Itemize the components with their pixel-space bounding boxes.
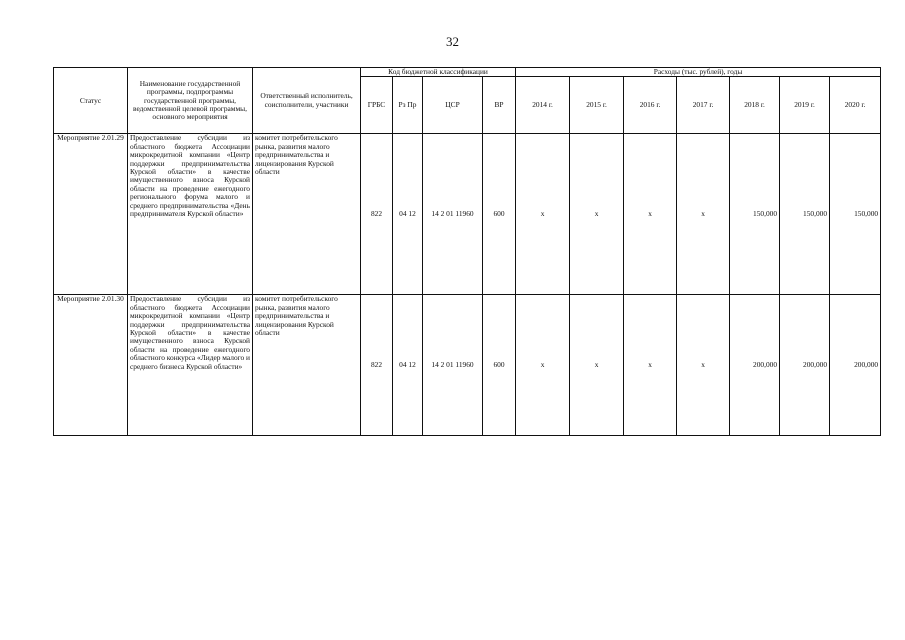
- row-rzpr: 04 12: [393, 295, 423, 436]
- row-value-2018: 150,000: [730, 134, 780, 295]
- header-grbs: ГРБС: [361, 77, 393, 134]
- row-value-2014: x: [516, 295, 570, 436]
- row-vr: 600: [483, 295, 516, 436]
- header-executor: Ответственный исполнитель, соисполнители, участники: [253, 68, 361, 134]
- header-status: Статус: [54, 68, 128, 134]
- header-name: Наименование государственной программы, подпрограммы государственной программы, ведомственной целевой программы, основного мероприятия: [128, 68, 253, 134]
- row-value-2016: x: [624, 134, 677, 295]
- row-rzpr: 04 12: [393, 134, 423, 295]
- row-value-2019: 200,000: [780, 295, 830, 436]
- header-year-2019: 2019 г.: [780, 77, 830, 134]
- table-row: [54, 134, 881, 295]
- row-value-2017: x: [677, 134, 730, 295]
- header-expenses: Расходы (тыс. рублей), годы: [516, 68, 881, 77]
- row-executor: комитет потребительского рынка, развития малого предпринимательства и лицензирования Курской области: [253, 134, 361, 295]
- header-year-2016: 2016 г.: [624, 77, 677, 134]
- row-value-2020: 150,000: [830, 134, 881, 295]
- row-name: Предоставление субсидии из областного бюджета Ассоциации микрокредитной компании «Центр поддержки предпринимательства Курской области» в качестве имущественного взноса Курской области на проведение ежегодного областного конкурса «Лидер малого и среднего бизнеса Курской области»: [128, 295, 253, 436]
- table-row: [54, 295, 881, 436]
- header-year-2020: 2020 г.: [830, 77, 881, 134]
- row-name: Предоставление субсидии из областного бюджета Ассоциации микрокредитной компании «Центр поддержки предпринимательства Курской области» в качестве имущественного взноса Курской области на проведение ежегодного регионального форума малого и среднего предпринимательства «День предпринимателя Курской области»: [128, 134, 253, 295]
- page-number: 32: [446, 34, 459, 49]
- row-value-2016: x: [624, 295, 677, 436]
- row-executor: комитет потребительского рынка, развития малого предпринимательства и лицензирования Курской области: [253, 295, 361, 436]
- budget-table: [53, 67, 881, 436]
- header-csr: ЦСР: [423, 77, 483, 134]
- row-status: Мероприятие 2.01.30: [54, 295, 128, 436]
- row-value-2018: 200,000: [730, 295, 780, 436]
- row-grbs: 822: [361, 134, 393, 295]
- header-budget-code: Код бюджетной классификации: [361, 68, 516, 77]
- header-rzpr: Рз Пр: [393, 77, 423, 134]
- header-year-2014: 2014 г.: [516, 77, 570, 134]
- header-year-2017: 2017 г.: [677, 77, 730, 134]
- row-value-2017: x: [677, 295, 730, 436]
- row-status: Мероприятие 2.01.29: [54, 134, 128, 295]
- header-year-2015: 2015 г.: [570, 77, 624, 134]
- row-value-2019: 150,000: [780, 134, 830, 295]
- row-value-2015: x: [570, 295, 624, 436]
- header-vr: ВР: [483, 77, 516, 134]
- row-value-2014: x: [516, 134, 570, 295]
- header-year-2018: 2018 г.: [730, 77, 780, 134]
- row-grbs: 822: [361, 295, 393, 436]
- row-value-2020: 200,000: [830, 295, 881, 436]
- row-vr: 600: [483, 134, 516, 295]
- row-csr: 14 2 01 11960: [423, 134, 483, 295]
- row-value-2015: x: [570, 134, 624, 295]
- row-csr: 14 2 01 11960: [423, 295, 483, 436]
